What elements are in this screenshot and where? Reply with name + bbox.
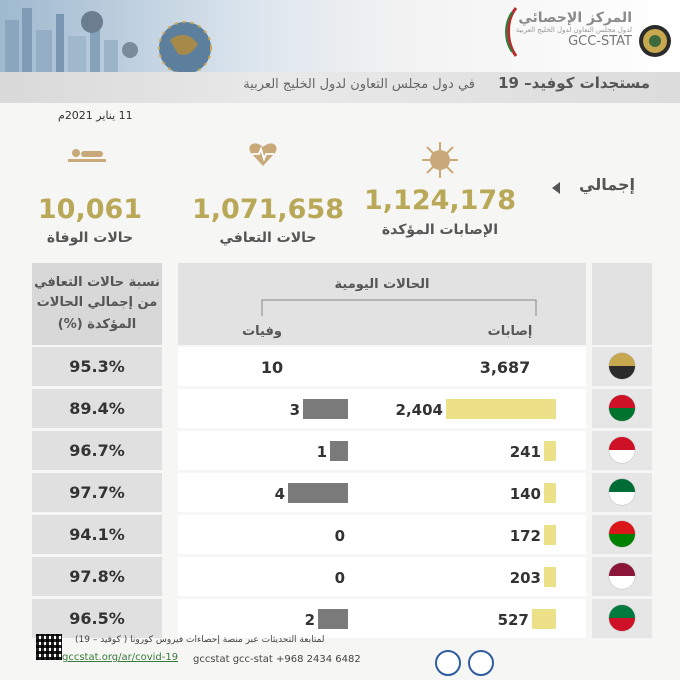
cases-label: 2,404 (395, 401, 443, 419)
cases-label: 527 (497, 611, 529, 629)
deaths-bar (288, 483, 348, 503)
total-label: إجمالي (579, 175, 635, 194)
cases-bar (544, 567, 556, 587)
kpi-deaths-label: حالات الوفاة (46, 230, 134, 246)
daily-header: الحالات اليومية (334, 277, 430, 292)
cases-bar (544, 525, 556, 545)
qr-code[interactable] (36, 634, 62, 660)
kpi-confirmed-value: 1,124,178 (363, 185, 517, 216)
deaths-label: 3 (289, 401, 300, 419)
deaths-label: 0 (334, 527, 345, 545)
report-date: 11 يناير 2021م (58, 109, 133, 122)
cases-bar (532, 609, 556, 629)
kpi-confirmed-label: الإصابات المؤكدة (381, 222, 499, 238)
page-title: مستجدات كوفيد– 19 (498, 74, 650, 92)
recovery-value: 95.3% (69, 357, 125, 376)
recovery-value: 96.5% (69, 609, 125, 628)
deaths-label: 0 (334, 569, 345, 587)
recovery-value: 89.4% (69, 399, 125, 418)
deaths-label: 4 (274, 485, 285, 503)
recovery-value: 97.8% (69, 567, 125, 586)
recovery-header-line1: نسبة حالات التعافي (34, 275, 160, 290)
deaths-header: وفيات (242, 324, 282, 339)
footer-contacts: gccstat gcc-stat +968 2434 6482 (193, 654, 361, 665)
kpi-recovered-value: 1,071,658 (191, 194, 345, 225)
recovery-header-line3: المؤكدة (%) (57, 317, 137, 332)
org-name-en: GCC-STAT (568, 34, 632, 49)
deaths-label: 1 (316, 443, 327, 461)
org-name-ar: المركز الإحصائي (518, 10, 632, 26)
deaths-bar (330, 441, 348, 461)
cases-label: 3,687 (479, 358, 531, 377)
page-subtitle: في دول مجلس التعاون لدول الخليج العربية (243, 77, 475, 92)
recovery-header-line2: من إجمالي الحالات (36, 295, 158, 310)
recovery-value: 96.7% (69, 441, 125, 460)
kpi-deaths-value: 10,061 (37, 194, 143, 225)
footer-text: لمتابعة التحديثات عبر منصة إحصاءات فيروس كورونا ( كوفيد – 19) (75, 635, 325, 645)
cases-label: 241 (509, 443, 541, 461)
cases-label: 203 (509, 569, 541, 587)
deaths-bar (318, 609, 348, 629)
certification-badge-1 (435, 650, 461, 676)
recovery-value: 97.7% (69, 483, 125, 502)
cases-label: 172 (509, 527, 541, 545)
cases-label: 140 (509, 485, 541, 503)
footer-link[interactable]: gccstat.org/ar/covid-19 (62, 652, 179, 663)
deaths-label: 2 (304, 611, 315, 629)
recovery-value: 94.1% (69, 525, 125, 544)
certification-badge-2 (468, 650, 494, 676)
deaths-bar (303, 399, 348, 419)
org-name-ar-sub: لدول مجلس التعاون لدول الخليج العربية (515, 26, 632, 34)
cases-bar (446, 399, 556, 419)
cases-bar (544, 441, 556, 461)
cases-header: إصابات (487, 324, 533, 339)
kpi-recovered-label: حالات التعافي (219, 230, 317, 246)
deaths-label: 10 (260, 358, 284, 377)
cases-bar (544, 483, 556, 503)
flag-header-bg (592, 263, 652, 345)
